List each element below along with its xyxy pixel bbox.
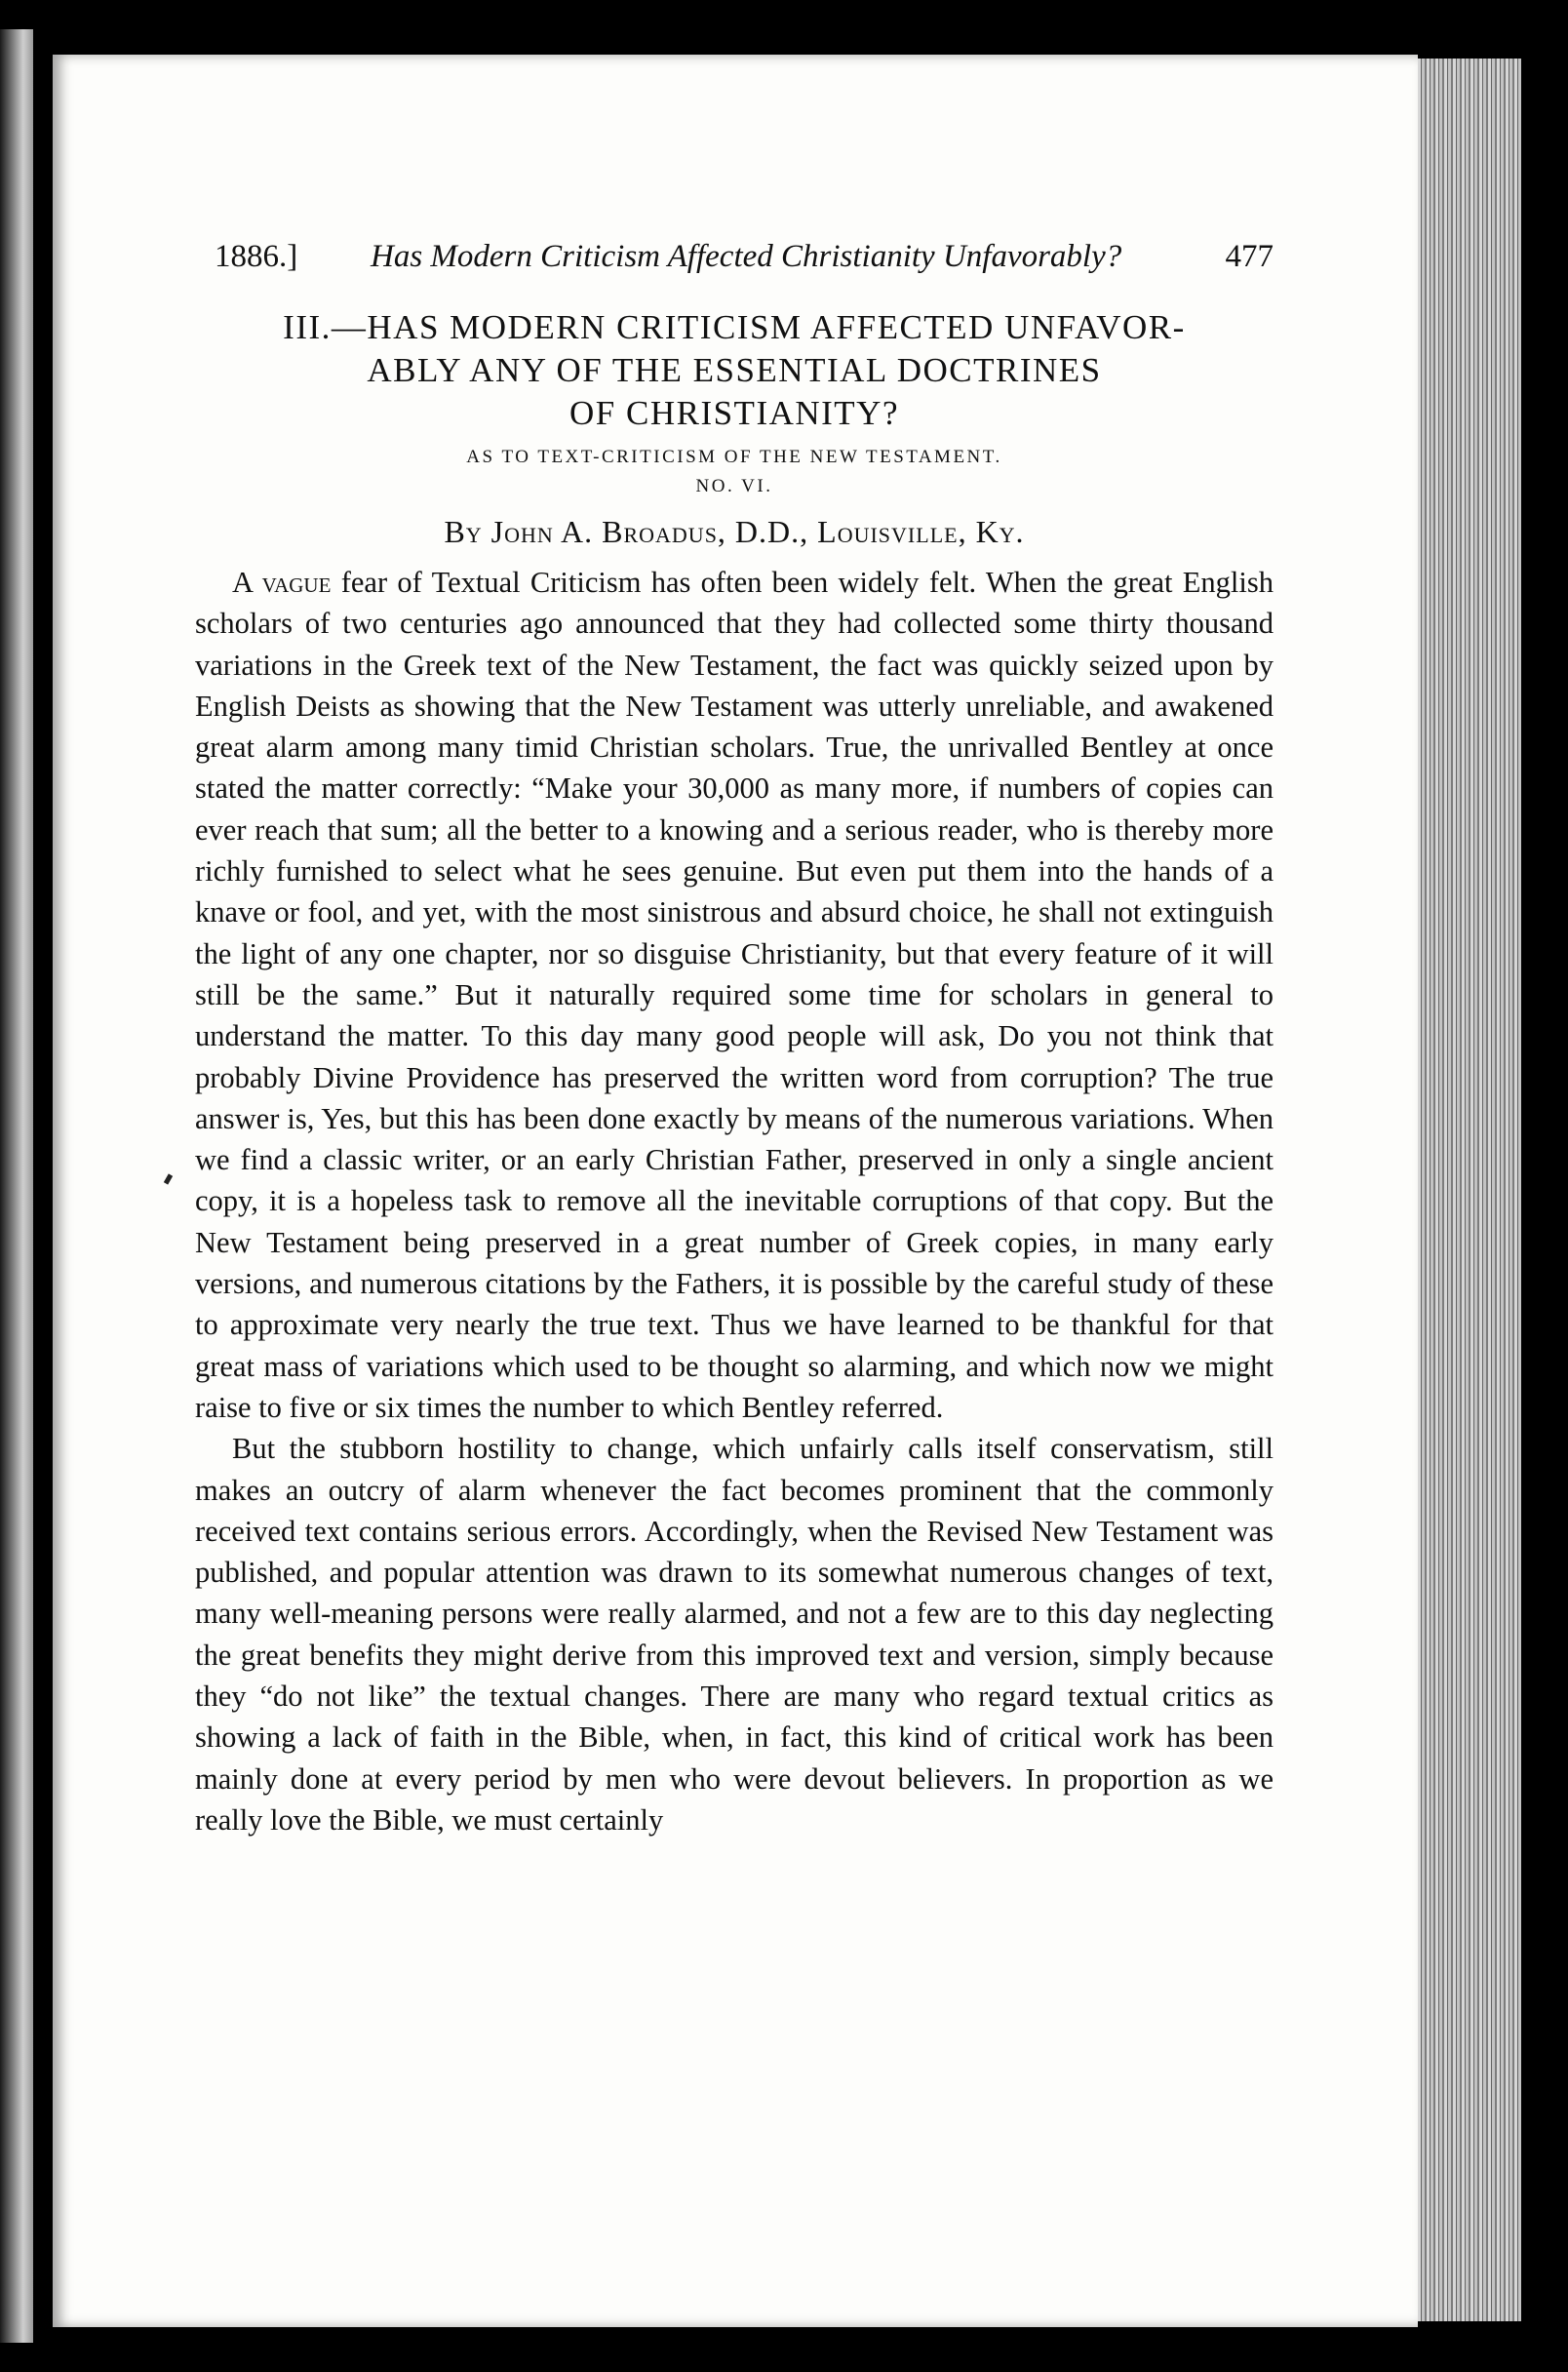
book-page-edges xyxy=(1404,59,1521,2321)
subtitle-line: AS TO TEXT-CRITICISM OF THE NEW TESTAMENT. xyxy=(466,447,1002,467)
ink-speck xyxy=(164,1173,173,1184)
article-subtitle xyxy=(195,443,1274,501)
article-title-line: ABLY ANY OF THE ESSENTIAL DOCTRINES xyxy=(367,351,1102,389)
body-paragraph xyxy=(195,1428,1274,1840)
author-byline: By John A. Broadus, D.D., Louisville, Ky. xyxy=(444,514,1025,549)
page-number: 477 xyxy=(1225,239,1274,274)
page-content xyxy=(195,232,1274,1840)
running-head xyxy=(195,232,1274,281)
article-title xyxy=(195,306,1274,435)
facing-page-edge xyxy=(0,29,33,2343)
paragraph-text: But the stubborn hostility to change, which unfairly calls itself conservatism, still makes an outcry of alarm whenever the fact becomes prominent that the commonly received text contains serious errors. Accordingly, when the Revised New Testament was published, and popular attention was drawn to its somewhat numerous changes of text, many well-meaning persons were really alarmed, and not a few are to this day neglecting the great benefits they might derive from this improved text and version, simply because they “do not like” the textual changes. There are many who regard textual critics as showing a lack of faith in the Bible, when, in fact, this kind of critical work has been mainly done at every period by men who were devout believers. In proportion as we really love the Bible, we must certainly xyxy=(195,1432,1274,1837)
body-paragraph xyxy=(195,562,1274,1428)
running-head-year: 1886.] xyxy=(215,239,298,274)
article-title-line: OF CHRISTIANITY? xyxy=(568,394,899,432)
subtitle-line: NO. VI. xyxy=(695,476,773,496)
article-title-line: III.—HAS MODERN CRITICISM AFFECTED UNFAVOR- xyxy=(283,308,1186,346)
paragraph-text: fear of Textual Criticism has often been widely felt. When the great English scholars of two centuries ago announced that they had collected some thirty thousand variations in the Greek text of the New Testament, the fact was quickly seized upon by English Deists as showing that the New Testament was utterly unreliable, and awakened great alarm among many timid Christian scholars. True, the unrivalled Bentley at once stated the matter correctly: “Make your 30,000 as many more, if numbers of copies can ever reach that sum; all the better to a knowing and a serious reader, who is thereby more richly furnished to select what he sees genuine. But even put them into the hands of a knave or fool, and yet, with the most sinistrous and absurd choice, he shall not extinguish the light of any one chapter, nor so disguise Christianity, but that every feature of it will still be the same.” But it naturally required some time for scholars in general to understand the matter. To this day many good people will ask, Do you not think that probably Divine Providence has preserved the written word from corruption? The true answer is, Yes, but this has been done exactly by means of the numerous variations. When we find a classic writer, or an early Christian Father, preserved in only a single ancient copy, it is a hopeless task to remove all the inevitable corruptions of that copy. But the New Testament being preserved in a great number of Greek copies, in many early versions, and numerous citations by the Fathers, it is possible by the careful study of these to approximate very nearly the true text. Thus we have learned to be thankful for that great mass of variations which used to be thought so alarming, and which now we might raise to five or six times the number to which Bentley referred. xyxy=(195,566,1274,1424)
paragraph-lead-words: A vague xyxy=(232,566,332,599)
running-head-title: Has Modern Criticism Affected Christianity Unfavorably? xyxy=(371,239,1122,274)
